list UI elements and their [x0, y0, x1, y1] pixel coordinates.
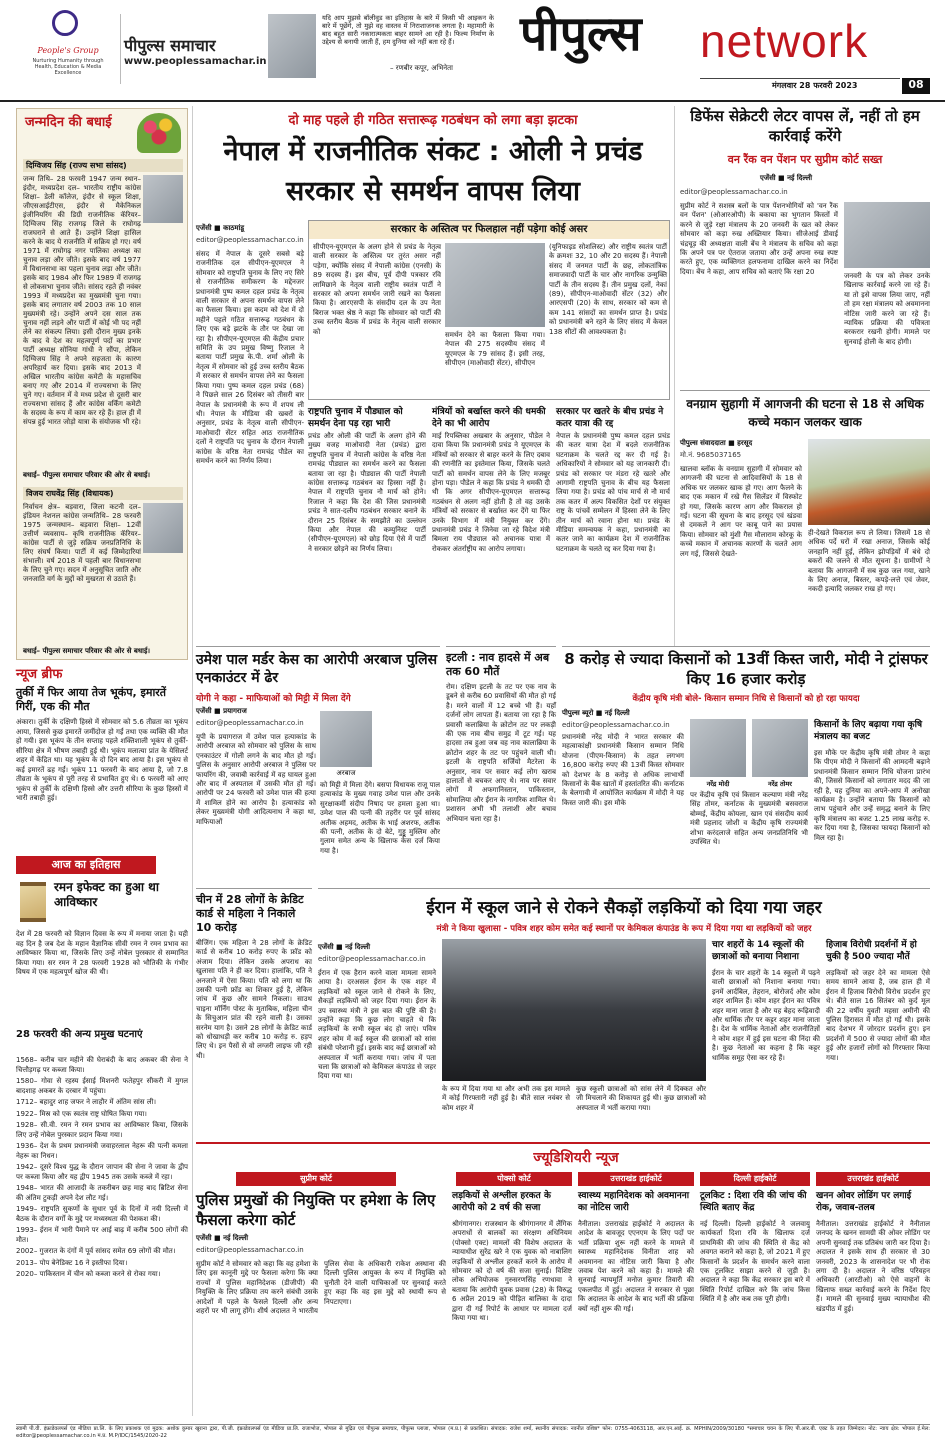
news-brief-title: तुर्की में फिर आया तेज भूकंप, इमारतें गिरीं, एक की मौत — [16, 686, 167, 713]
prachanda-photo — [445, 243, 545, 327]
p1-wish: बधाई– पीपुल्स समाचार परिवार की ओर से बधाई। — [23, 471, 151, 479]
event-item: 2020– पाकिस्तान में चीन को कब्जा करने से रोका गया। — [16, 1270, 161, 1278]
iran-side2-body: लड़कियों को जहर देने का मामला ऐसे समय सामने आया है, जब हाल ही में ईरान में हिजाब विरोधी विरोध प्रदर्शन हुए थे। बीते साल 16 सितंबर को कुर्द मूल की 22 वर्षीय युवती महसा अमीनी की पुलिस हिरासत में मौत हो गई थी। इसके बाद देशभर में जोरदार प्रदर्शन हुए। इन प्रदर्शनों में 500 से ज्यादा लोगों की मौत हुई और हजारों लोगों को गिरफ्तार किया गया। — [826, 969, 930, 1062]
modi-name: नरेंद्र मोदी — [706, 780, 730, 788]
pocso-body: श्रीगंगानगर। राजस्थान के श्रीगंगानगर में लैंगिक अपराधों से बालकों का संरक्षण अधिनियम (पोक्सो एक्ट) मामलों की विशेष अदालत के न्यायाधीश सुरेंद्र खरे ने एक युवक को नाबालिग लड़कियों से अश्लील हरकतें करने के आरोप में सोमवार को दो वर्ष की सजा सुनाई। विशिष्ट लोक अभियोजक गुरुसरणसिंह रणधावा ने बताया कि आरोपी युवक प्रवास (28) के विरुद्ध 6 अप्रैल 2019 को पीड़ित बालिका के दादा द्वारा दी गई रिपोर्ट के आधार पर मामला दर्ज किया गया था। — [452, 1220, 572, 1323]
modi-photo — [690, 719, 746, 777]
nepal-email: editor@peoplessamachar.co.in — [196, 236, 304, 244]
news-brief-body: अंकारा। तुर्की के दक्षिणी हिस्से में सोमवार को 5.6 तीव्रता का भूकंप आया, जिससे कुछ इमारतें जमींदोज हो गईं तथा एक व्यक्ति की मौत हो गयी। इस भूकंप के तीन सप्ताह पहले शक्तिशाली भूकंप से तुर्की-सीरिया क्षेत्र में भीषण तबाही हुई थी। भूकंप मलात्या प्रांत के येसिलर्ट शहर में केंद्रित था। यह भूकंप के दो दिन बाद आया है। इस भूकंप से कई इमारतें ढह गईं। भूकंप 11 फरवरी के बाद आया है, जो 7.8 तीव्रता के भूकंप से पूरी तरह से प्रभावित हुए थे। 6 फरवरी को आए भूकंप से तुर्की के दक्षिणी हिस्से और उत्तरी सीरिया के कुछ हिस्सों में भारी तबाही हुई। — [16, 718, 188, 802]
pocso-tag: पोक्सो कोर्ट — [456, 1172, 572, 1186]
iran-side1-body: ईरान के चार शहरों के 14 स्कूलों में पढ़ने वाली छात्राओं को निशाना बनाया गया। इनमें आर्दबिल, तेहरान, बोरोजर्द और कोम शहर शामिल हैं। कोम शहर ईरान का पवित्र शहर माना जाता है और यह बेहद रूढ़िवादी और धार्मिक तौर पर कट्टर शहर माना जाता है। देश के धार्मिक नेताओं और राजनीतिज्ञों ने कोम शहर में हुई इस घटना की निंदा की है। कुछ नेताओं का कहना है कि कट्टर धार्मिक समूह ऐसा कर रहे हैं। — [712, 969, 820, 1062]
fire-mobile: मो.नं. 9685037165 — [680, 451, 742, 459]
iran-side2-title: हिजाब विरोधी प्रदर्शनों में हो चुकी है 500 ज्यादा मौतें — [826, 940, 917, 962]
event-item: 1949– राष्ट्रपति सुकर्णो के सुधार पूर्व के दिनों में नयी दिल्ली में बैठक के दौरान वर्गों के मुद्दे पर मध्यस्थता की पेशकश की। — [16, 1205, 188, 1223]
p1-photo — [143, 175, 183, 223]
events-list — [16, 1056, 188, 1412]
quote-author: – रणबीर कपूर, अभिनेता — [390, 64, 453, 72]
iran-caption-right: कुछ स्कूली छात्राओं को सांस लेने में दिक्कत और जी मिचलाने की शिकायत हुई थी। कुछ छात्राओं को अस्पताल में भर्ती कराया गया। — [576, 1085, 706, 1112]
news-brief — [16, 664, 188, 852]
nepal-kicker: दो माह पहले ही गठित सत्तारूढ़ गठबंधन को लगा बड़ा झटका — [288, 113, 578, 128]
judiciary-section — [196, 1142, 930, 1420]
hourglass-icon — [20, 882, 46, 922]
kisan-story — [562, 646, 930, 884]
iran-body1: ईरान में एक हैरान करने वाला मामला सामने आया है। दरअसल ईरान के एक शहर में लड़कियों को स्कूल जाने से रोकने के लिए, सैकड़ों लड़कियों को जहर दिया गया। ईरान के उप स्वास्थ्य मंत्री ने इस बात की पुष्टि की है। उन्होंने कहा कि कुछ लोग चाहते थे कि लड़कियों के सभी स्कूल बंद हो जाएं। पवित्र शहर कोम में कई स्कूल की छात्राओं को सांस संबंधी परेशानी हुई। इसके बाद कई छात्राओं को अस्पताल में भर्ती कराया गया। जांच में पता चला कि छात्राओं को केमिकल कंपाउंड से जहर दिया गया था। — [318, 969, 436, 1081]
nepal-byline: एजेंसी ■ काठमांडू — [196, 224, 245, 232]
nepal-box — [308, 220, 670, 400]
uk2-body: नैनीताल। उत्तराखंड हाईकोर्ट ने नैनीताल जनपद के खनन सामग्री की ओवर लोडिंग पर अपनी सुनवाई तक प्रतिबंध जारी कर दिया है। अदालत ने इसके साथ ही सरकार से 30 जनवरी, 2023 के शासनादेश पर भी रोक लगा दी है। अदालत ने वरिष्ठ परिवहन अधिकारी (आरटीओ) को ऐसे वाहनों के खिलाफ सख्त कार्रवाई करने के निर्देश दिए हैं। मामले की सुनवाई मुख्य न्यायाधीश की खंडपीठ में हुई। — [816, 1220, 930, 1313]
nepal-box-body2: (यूनिफाइड सोशलिस्ट) और राष्ट्रीय स्वतंत्र पार्टी के क्रमशः 32, 10 और 20 सदस्य हैं। नेपाली संसद में जनमत पार्टी के छह, लोकतांत्रिक समाजवादी पार्टी के चार और नागरिक उन्मुक्ति पार्टी के तीन सदस्य हैं। तीन प्रमुख दलों, नेकां (89), सीपीएन-माओवादी सेंटर (32) और आरएसपी (20) के साथ, सरकार को कम से कम 141 सांसदों का समर्थन प्राप्त है। प्रचंड को प्रधानमंत्री बने रहने के लिए संसद में केवल 138 सीटों की आवश्यकता है। — [549, 243, 667, 336]
uk2-tag: उत्तराखंड हाईकोर्ट — [816, 1172, 930, 1186]
group-name: People's Group — [37, 46, 99, 55]
sc-tag: सुप्रीम कोर्ट — [236, 1172, 396, 1186]
birthday-banner: जन्मदिन की बधाई — [25, 115, 112, 130]
kisan-body1: प्रधानमंत्री नरेंद्र मोदी ने भारत सरकार की महत्वाकांक्षी प्रधानमंत्री किसान सम्मान निधि योजना (पीएम-किसान) के तहत लगभग 16,800 करोड़ रुपए की 13वीं किस्त सोमवार को देशभर के 8 करोड़ से अधिक लाभार्थी किसानों के बैंक खातों में हस्तांतरित की। कर्नाटक के बेलगावी में आयोजित कार्यक्रम में मोदी ने यह किस्त जारी की। इस मौके — [562, 733, 685, 807]
history-title: रमन इफेक्ट का हुआ था आविष्कार — [54, 880, 159, 909]
iran-subhead: मंत्री ने किया खुलासा - पवित्र शहर कोम समेत कई स्थानों पर केमिकल कंपाउंड के रूप में दिया गया था लड़कियों को जहर — [436, 924, 812, 934]
nepal-story — [196, 106, 670, 640]
event-item: 2002– गुजरात के दंगों में पूर्व सांसद समेत 69 लोगों की मौत। — [16, 1247, 176, 1255]
china-body: बीजिंग। एक महिला ने 28 लोगों के क्रेडिट कार्ड से करीब 10 करोड़ रुपए के फ्रॉड को अंजाम दिया। लेकिन उसके अपराध का खुलासा पति ने ही कर दिया। हालांकि, पति ने अनजाने में ऐसा किया। पति को लगा था कि उसकी पत्नी फ्रॉड का शिकार हुई है, लेकिन जांच में कुछ और सामने निकला। साउथ चाइना मॉर्निंग पोस्ट के मुताबिक, महिला चीन के सिचुआन प्रांत की रहने वाली है। उसका सरनेम याग है। उसने 28 लोगों के क्रेडिट कार्ड को धोखाधड़ी कर करीब 10 करोड़ रु. हड़प लिए थे। इन पैसों से वो लग्जरी लाइफ जी रही थी। — [196, 939, 312, 1060]
china-headline: चीन में 28 लोगों के क्रेडिट कार्ड से महिला ने निकाले 10 करोड़ — [196, 893, 304, 934]
masthead — [0, 0, 945, 102]
hijab-girls-photo — [442, 939, 706, 1081]
kisan-email: editor@peoplessamachar.co.in — [562, 721, 670, 729]
p2-photo — [143, 503, 183, 553]
defence-headline: डिफेंस सेक्रेटरी लेटर वापस लें, नहीं तो हम कार्रवाई करेंगे — [690, 107, 920, 145]
event-item: 1928– सी.वी. रमन ने रमन प्रभाव का आविष्कार किया, जिसके लिए उन्हें नोबेल पुरस्कार प्रदान किया गया। — [16, 1121, 188, 1139]
website[interactable]: www.peoplessamachar.in — [124, 56, 267, 67]
iran-headline: ईरान में स्कूल जाने से रोकने सैकड़ों लड़कियों को दिया गया जहर — [426, 898, 822, 918]
iran-side1-title: चार शहरों के 14 स्कूलों की छात्राओं को बनाया निशाना — [712, 940, 804, 962]
event-item: 1936– देश के प्रथम प्रधानमंत्री जवाहरलाल नेहरू की पत्नी कमला नेहरू का निधन। — [16, 1142, 188, 1160]
dl-body: नई दिल्ली। दिल्ली हाईकोर्ट ने जलवायु कार्यकर्ता दिशा रवि के खिलाफ दर्ज प्राथमिकी की जांच की स्थिति से केंद्र को अवगत कराने को कहा है, जो 2021 में हुए किसानों के प्रदर्शन के समर्थन करने वाला एक टूलकिट साझा करने से जुड़ी है। अदालत ने कहा कि केंद्र सरकार इस बारे में स्थिति रिपोर्ट दाखिल करे कि जांच किस स्थिति में है और कब तक पूरी होगी। — [700, 1220, 810, 1304]
brand-hindi: पीपुल्स — [520, 6, 642, 62]
umesh-body2: को मिट्टी में मिला देंगे। बसपा विधायक राजू पाल हत्याकांड के मुख्य गवाह उमेश पाल और उनके सुरक्षाकर्मी संदीप निषाद पर हमला हुआ था। उमेश पाल की पत्नी की तहरीर पर पूर्व सांसद अतीक अहमद, अतीक के भाई अशरफ, अतीक की पत्नी, अतीक के दो बेटे, गुड्डू मुस्लिम और गुलाम समेत अन्य के खिलाफ केस दर्ज किया गया है। — [320, 781, 440, 855]
defence-subhead: वन रैंक वन पेंशन पर सुप्रीम कोर्ट सख्त — [727, 153, 883, 166]
p2-bio: निर्वाचन क्षेत्र– बड़वारा, जिला कटनी दल– इंडियन नेशनल कांग्रेस जन्मतिथि– 28 फरवरी 1975 जन्मस्थान– बड़वारा शिक्षा– 12वीं उत्तीर्ण व्यवसाय– कृषि राजनीतिक कॅरियर– कांग्रेस पार्टी से जुड़े सक्रिय जनप्रतिनिधि के लिए संघर्ष किया। पार्टी में कई जिम्मेदारियां संभाली। वर्ष 2018 में पहली बार विधानसभा के लिए चुने गए। सदन में अनुसूचित जाति और जनजाति वर्ग के मुद्दों को मुखरता से उठाते हैं। — [23, 503, 141, 583]
brand-english: network — [700, 15, 869, 67]
history-body: देश में 28 फरवरी को विज्ञान दिवस के रूप में मनाया जाता है। यही वह दिन है जब देश के महान वैज्ञानिक सीवी रमन ने रमन प्रभाव का आविष्कार किया था, जिसके लिए उन्हें नोबेल पुरस्कार से सम्मानित किया गया। सर रमन ने 28 फरवरी 1928 को भौतिकी के गंभीर विषय में एक महत्वपूर्ण खोज की थी। — [16, 930, 188, 976]
flower-basket-icon — [137, 113, 181, 153]
kisan-byline: पीपुल्स ब्यूरो ■ नई दिल्ली — [562, 709, 630, 717]
imprint-footer: स्वामी पी.वी. इंफ्राडेवलपर्स एंड मीडिया प्रा.लि. के लिए प्रकाशक एवं मुद्रक: अशोक कुमार खुराना द्वारा, पी.जी. इंफ्राडेवलपर्स एंड मीडिया प्रा.लि. राजाभोज, भोपाल से मुद्रित एवं पीपुल्स समाचार, पीपुल्स प्लाजा, भोपाल (म.प्र.) से प्रकाशित। संपादक: राजेश शर्मा, स्थानीय संपादक: नवनीत वशिष्ठ* फोन: 0755-4063118, आर.एन.आई. क्र. MPHIN/2009/30180 *समाचार चयन के लिए पी.आर.बी. एक्ट के तहत जिम्मेदार। नोट: न्याय क्षेत्र: भोपाल ई.मेल: editor@peoplessamachar.co.in म.प्र. M.P/IDC/1545/2020-22 — [16, 1424, 930, 1442]
kisan-headline: 8 करोड़ से ज्यादा किसानों को 13वीं किस्त जारी, मोदी ने ट्रांसफर किए 16 हजार करोड़ — [564, 650, 928, 688]
defence-byline: एजेंसी ■ नई दिल्ली — [760, 174, 813, 182]
uk2-headline: खनन ओवर लोडिंग पर लगाई रोक, जवाब-तलब — [816, 1191, 912, 1213]
history-heading: आज का इतिहास — [16, 856, 156, 874]
sc-byline: एजेंसी ■ नई दिल्ली — [196, 1234, 249, 1242]
kisan-side-body: इस मौके पर केंद्रीय कृषि मंत्री तोमर ने कहा कि पीएम मोदी ने किसानों की आमदनी बढ़ाने प्रधानमंत्री किसान सम्मान निधि योजना प्रारंभ की, जिससे किसानों को लगातार मदद की जा रही है, यह दुनिया का अपने-आप में अनोखा कार्यक्रम है। उन्होंने बताया कि किसानों को लाभ पहुंचाने और उन्हें समृद्ध बनाने के लिए कृषि मंत्रालय का बजट 1.25 लाख करोड़ रु. कर दिया गया है, जिसका फायदा किसानों को मिल रहा है। — [814, 749, 930, 842]
ranbir-photo — [268, 14, 316, 78]
judiciary-heading: ज्यूडिशियरी न्यूज — [533, 1150, 619, 1166]
page-number: 08 — [902, 78, 930, 94]
event-item: 1712– बहादुर शाह जफर ने लाहौर में अंतिम सांस ली। — [16, 1098, 157, 1106]
umesh-story — [196, 646, 440, 884]
sc-body: सुप्रीम कोर्ट ने सोमवार को कहा कि वह हमेशा के लिए इस कानूनी मुद्दे पर फैसला करेगा कि क्या राज्यों में पुलिस महानिदेशक (डीजीपी) की नियुक्ति के लिए प्रक्रिया तय करने संबंधी उसके आदेशों में पहले के फैसले दिल्ली और अन्य शहरों पर भी लागू होंगे। शीर्ष अदालत ने भारतीय पुलिस सेवा के अधिकारी राकेश अस्थाना की दिल्ली पुलिस आयुक्त के रूप में नियुक्ति को चुनौती देने वाली याचिकाओं पर सुनवाई करते हुए कहा कि वह इस मुद्दे को स्थायी रूप से निपटाएगा। — [196, 1260, 446, 1316]
event-item: 1922– मिस्र को एक स्वतंत्र राष्ट्र घोषित किया गया। — [16, 1109, 147, 1118]
china-story — [196, 888, 312, 1138]
umesh-subhead: योगी ने कहा - माफियाओं को मिट्टी में मिला देंगे — [196, 694, 351, 704]
pocso-headline: लड़कियों से अश्लील हरकत के आरोपी को 2 वर्ष की सजा — [452, 1191, 551, 1213]
defence-body: सुप्रीम कोर्ट ने सशस्त्र बलों के पात्र पेंशनभोगियों को 'वन रैंक वन पेंशन' (ओआरओपी) के बकाया का भुगतान किस्तों में करने से जुड़े रक्षा मंत्रालय के 20 जनवरी के खत को लेकर सोमवार को कड़ा रुख अख्तियार किया। सीजेआई डीवाई चंद्रचूड़ की अध्यक्षता वाली बेंच ने मंत्रालय के सचिव को कहा कि अपने पत्र पर ऐतराज जताया और उन्हें अपना रुख स्पष्ट करते हुए, एक व्यक्तिगत हलफनामा दाखिल करने का निर्देश दिया। बेंच ने कहा, आप सचिव को बताएं कि रक्षा 20 — [680, 202, 838, 276]
iran-story — [318, 888, 930, 1138]
defence-caption: जनवरी के पत्र को लेकर उनके खिलाफ कार्रवाई करने जा रहे हैं। या तो इसे वापस लिया जाए, नहीं तो हम रक्षा मंत्रालय को अवमानना नोटिस जारी करने जा रहे हैं। न्यायिक प्रक्रिया की पवित्रता बरकरार रखनी होगी। मामले पर सुनवाई होली के बाद होगी। — [844, 272, 930, 346]
nepal-sub3-title: सरकार पर खतरे के बीच प्रचंड ने कतर यात्रा की रद्द — [556, 407, 664, 429]
fire-body: खालवा ब्लॉक के वनग्राम सुहागी में सोमवार को आगजनी की घटना से आदिवासियों के 18 से अधिक घर जलकर खाक हो गए। आग फैलने के बाद एक मकान में रखे गैस सिलेंडर में विस्फोट हो गया, जिसके कारण आग और विकराल हो गई। घटना की सूचना के बाद हरसूद एवं खंडवा से दमकलें ने आग पर काबू पाने का प्रयास किया। सोमवार को मुंशी गैस मौलाराम कोरकू के कच्चे मकान में अचानक कारणों के चलते आग लग गई, जिससे देखते- — [680, 465, 802, 558]
uk-headline: स्वास्थ्य महानिदेशक को अवमानना का नोटिस जारी — [578, 1191, 690, 1213]
sc-email: editor@peoplessamachar.co.in — [196, 1246, 304, 1254]
events-title: 28 फरवरी की अन्य प्रमुख घटनाएं — [16, 1029, 143, 1040]
uk-body: नैनीताल। उत्तराखंड हाईकोर्ट ने अदालत के आदेश के बावजूद एएनएम के लिए पदों पर भर्ती प्रक्रिया शुरू नहीं करने के मामले में स्वास्थ्य महानिदेशक विनीता शाह को अवमानना का नोटिस जारी किया है और जवाब पेश करने को कहा है। मामले की सुनवाई न्यायमूर्ति मनोज कुमार तिवारी की एकलपीठ में हुई। अदालत ने सरकार से पूछा कि अदालत के आदेश के बाद भर्ती की प्रक्रिया क्यों नहीं शुरू की गई। — [578, 1220, 694, 1313]
defence-story — [680, 106, 930, 388]
p2-wish: बधाई– पीपुल्स समाचार परिवार की ओर से बधाई। — [23, 647, 151, 655]
p2-name: विजय राघवेंद्र सिंह (विधायक) — [23, 487, 183, 500]
tomar-name: नरेंद्र तोमर — [768, 780, 792, 788]
nepal-sub2-body: माई रिपब्लिका अखबार के अनुसार, पौडेल ने दावा किया कि प्रधानमंत्री प्रचंड ने यूएमएल के मंत्रियों को सरकार से बाहर करने के लिए दबाव की रणनीति का इस्तेमाल किया, जिसके चलते पार्टी को समर्थन वापस लेने के लिए मजबूर होना पड़ा। पौडेल ने कहा कि प्रचंड ने धमकी दी थी कि अगर सीपीएन-यूएमएल सत्तारूढ़ गठबंधन से अलग नहीं होती है तो वह उसके मंत्रियों को सरकार से बर्खास्त कर देंगे या फिर उनके विभाग में मंत्री नियुक्त कर देंगे। प्रधानमंत्री प्रचंड ने जिनेवा जा रहे विदेश मंत्री बिमला राय पौड्याल को अचानक यात्रा में रोककर अंतर्राष्ट्रीय का आरोप लगाया। — [432, 432, 550, 553]
umesh-email: editor@peoplessamachar.co.in — [196, 719, 304, 727]
umesh-body1: यूपी के प्रयागराज में उमेश पाल हत्याकांड के आरोपी अरबाज को सोमवार को पुलिस के साथ एनकाउंटर में गोली लगने के बाद मौत हो गई। पुलिस के अनुसार आरोपी अरबाज ने पुलिस पर फायरिंग की, जवाबी कार्रवाई में वह घायल हुआ और बाद में अस्पताल में उसकी मौत हो गई। आरोपी पर 24 फरवरी को उमेश पाल की हत्या में शामिल होने का आरोप है। हत्याकांड को लेकर मुख्यमंत्री योगी आदित्यनाथ ने कहा था, माफियाओं — [196, 733, 316, 826]
news-brief-heading: न्यूज ब्रीफ — [16, 667, 63, 682]
fire-photo — [808, 439, 930, 525]
event-item: 1993– ईरान में भारी पैमाने पर आई बाढ़ में करीब 500 लोगों की मौत। — [16, 1226, 188, 1244]
history-section — [16, 856, 188, 1416]
event-item: 1568– करीब चार महीने की घेराबंदी के बाद अकबर की सेना ने चित्तौड़गढ़ पर कब्जा किया। — [16, 1056, 188, 1074]
dl-headline: टूलकिट : दिशा रवि की जांच की स्थिति बताए केंद्र — [700, 1191, 807, 1213]
fire-byline: पीपुल्स संवाददाता ■ हरसूद — [680, 439, 753, 447]
issue-date: मंगलवार 28 फरवरी 2023 — [772, 81, 858, 90]
italy-headline: इटली : नाव हादसे में अब तक 60 मौतें — [446, 651, 550, 678]
nepal-headline: नेपाल में राजनीतिक संकट : ओली ने प्रचंड सरकार से समर्थन वापस लिया — [223, 136, 643, 207]
defence-email: editor@peoplessamachar.co.in — [680, 188, 788, 196]
nepal-sub1-title: राष्ट्रपति चुनाव में पौड्याल को समर्थन देना पड़ रहा भारी — [308, 407, 403, 429]
birthday-section — [16, 108, 188, 660]
nepal-box-title: सरकार के अस्तित्व पर फिलहाल नहीं पड़ेगा कोई असर — [309, 221, 669, 239]
sc-headline: पुलिस प्रमुखों की नियुक्ति पर हमेशा के लिए फैसला करेगा कोर्ट — [196, 1191, 436, 1229]
nepal-sub2-title: मंत्रियों को बर्खास्त करने की धमकी देने का भी आरोप — [432, 407, 546, 429]
umesh-byline: एजेंसी ■ प्रयागराज — [196, 707, 247, 715]
event-item: 1580– गोवा से रहस्य ईसाई मिशनरी फतेहपुर सीकरी में मुगल बादशाह अकबर के दरबार में पहुंचा। — [16, 1077, 188, 1095]
p1-bio: जन्म तिथि– 28 फरवरी 1947 जन्म स्थान– इंदौर, मध्यप्रदेश दल– भारतीय राष्ट्रीय कांग्रेस शिक्षा– डेली कॉलेज, इंदौर से स्कूल शिक्षा, जीएसआईटीएस, इंदौर से मैकेनिकल इंजीनियरिंग की डिग्री राजनीतिक कॅरियर– दिग्विजय सिंह राजगढ़ जिले के राघोगढ़ राजघराने से आते हैं। उन्होंने शिक्षा हासिल करने के बाद ये राजनीति में सक्रिय हो गए। वर्ष 1971 में राघोगढ़ नगर पालिका अध्यक्ष का चुनाव लड़ा और जीते। इसके बाद वर्ष 1977 में विधानसभा का पहला चुनाव लड़ा और जीते। इसके बाद 1984 और फिर 1989 में राजगढ़ से लोकसभा चुनाव जीते। सांसद रहते ही नवंबर 1993 में मध्यप्रदेश का मुख्यमंत्री चुना गया। इसके बाद लगातार वर्ष 2003 तक 10 साल मुख्यमंत्री रहे। उन्होंने अपने दस साल तक चुनाव नहीं लड़ने और पार्टी में कोई भी पद नहीं लेने का संकल्प लिया। इसी दौरान मुख्य इनके के बाद वे देश का महत्वपूर्ण पदों का प्रभार पार्टी अध्यक्ष सोनिया गांधी ने सौंपा, लेकिन दिग्विजय सिंह ने अपने सहजता के कारण अपरिहार्य कर दिया। इसके बाद 2013 में अखिल भारतीय कांग्रेस कमेटी के महासचिव बनाए गए और 2014 में राज्यसभा के लिए चुने गए। वर्तमान में वे मध्य प्रदेश से दूसरी बार राज्यसभा सांसद हैं और कांग्रेस वर्किंग कमेटी के सदस्य के रूप में काम कर रहे हैं। हाल ही में संपन्न हुई भारत जोड़ो यात्रा के संयोजक भी रहे। — [23, 175, 141, 426]
kisan-subhead: केंद्रीय कृषि मंत्री बोले- किसान सम्मान निधि से किसानों को हो रहा फायदा — [632, 694, 860, 704]
kisan-side-title: किसानों के लिए बढ़ाया गया कृषि मंत्रालय का बजट — [814, 720, 923, 742]
fire-headline: वनग्राम सुहागी में आगजनी की घटना से 18 से अधिक कच्चे मकान जलकर खाक — [686, 397, 924, 429]
event-item: 1948– भारत की आजादी के तकरीबन छह माह बाद ब्रिटिश सेना की अंतिम टुकड़ी अपने देश लौट गई। — [16, 1184, 188, 1202]
nepal-sub3-body: नेपाल के प्रधानमंत्री पुष्प कमल दहल प्रचंड की कतर यात्रा देश में बदले राजनीतिक घटनाक्रम के चलते रद्द कर दी गई है। अधिकारियों ने सोमवार को यह जानकारी दी। प्रचंड को सरकार पर मंडरा रहे खतरे और आगामी राष्ट्रपति चुनाव के बीच यह फैसला लिया गया है। प्रचंड को पांच मार्च से नौ मार्च तक कतर में अल्प विकसित देशों पर संयुक्त राष्ट्र के पांचवें सम्मेलन में हिस्सा लेने के लिए तीन मार्च को रवाना होना था। प्रचंड के मीडिया समन्वयक ने कहा, प्रधानमंत्री का कतर जाने का कार्यक्रम देश में राजनीतिक घटनाक्रम के चलते रद्द कर दिया गया है। — [556, 432, 670, 553]
fire-story — [680, 390, 930, 644]
fire-body2: ही-देखते विकराल रूप ले लिया। जिसमें 18 से अधिक पर्दे घरों में रखा अनाज, जिसके कोई जनहानि नहीं हुई, लेकिन झोपड़ियों में बंधे दो बकरों की जलने से मौत सूचना है। ग्रामीणों ने बताया कि आगजनी में सब कुछ जल गया, खाने के लिए अनाज, बिस्तर, कपड़े-लत्ते एवं जेवर, नकदी इत्यादि जलकर राख हो गए। — [808, 529, 930, 594]
event-item: 2013– पोप बेनेडिक्ट 16 ने इस्तीफा दिया। — [16, 1258, 128, 1267]
tomar-photo — [752, 719, 808, 777]
umesh-headline: उमेश पाल मर्डर केस का आरोपी अरबाज पुलिस एनकाउंटर में ढेर — [196, 652, 438, 686]
paper-logo: पीपुल्स समाचार — [124, 36, 216, 55]
p1-name: दिग्विजय सिंह (राज्य सभा सांसद) — [23, 159, 183, 172]
supreme-court-photo — [844, 202, 930, 268]
arbaz-label: अरबाज — [336, 769, 356, 777]
nepal-box-body1: सीपीएन-यूएमएल के अलग होने से प्रचंड के नेतृत्व वाली सरकार के अस्तित्व पर तुरंत असर नहीं पड़ेगा, क्योंकि संसद में नेपाली कांग्रेस (एनसी) के 89 सदस्य हैं। इस बीच, पूर्व दीपी पत्रकार रवि लामिछाने के नेतृत्व वाली राष्ट्रीय स्वतंत्र पार्टी ने सरकार को अपना समर्थन जारी रखने का फैसला किया है। आरएसपी के संसदीय दल के उप नेता बिराज भक्त श्रेष्ठ ने कहा कि सोमवार को पार्टी की उच्च स्तरीय बैठक में प्रचंड के नेतृत्व वाली सरकार को — [313, 243, 441, 336]
iran-byline: एजेंसी ■ नई दिल्ली — [318, 943, 371, 951]
event-item: 1942– दूसरे विश्व युद्ध के दौरान जापान की सेना ने जावा के द्वीप पर कब्जा किया और यह द्वीप 1945 तक उसके कब्जे में रहा। — [16, 1163, 188, 1181]
italy-story — [446, 646, 556, 884]
nepal-photo-caption: समर्थन देने का फैसला किया गया। नेपाल की 275 सदस्यीय संसद में यूएमएल के 79 सांसद हैं। इसी तरह, सीपीएन (माओवादी सेंटर), सीपीएन — [445, 331, 545, 368]
quote-text: यदि आप मुझसे बॉलीवुड का इतिहास के बारे में किसी भी आइकन के बारे में पूछेंगे, तो मुझे वह वास्तव में निराशाजनक लगता है। महामारी के बाद बहुत सारी नकारात्मकता बाहर सामने आ रही है। फिल्म निर्माण के उद्देश्य से बनायी जाती हैं, हम दुनिया को नहीं बता रहे हैं। — [322, 14, 494, 46]
group-tagline: Nurturing Humanity through Health, Education & Media Excellence — [32, 58, 104, 76]
dl-tag: दिल्ली हाईकोर्ट — [700, 1172, 810, 1186]
group-logo — [52, 10, 78, 36]
iran-caption-left: के रूप में दिया गया था और अभी तक इस मामले में कोई गिरफ्तारी नहीं हुई है। बीते साल नवंबर से कोम शहर में — [442, 1085, 570, 1112]
uk-tag: उत्तराखंड हाईकोर्ट — [578, 1172, 694, 1186]
italy-body: रोम। दक्षिण इटली के तट पर एक नाव के डूबने से करीब 60 प्रवासियों की मौत हो गई है। मरने वालों में 12 बच्चे भी हैं। यहाँ दर्जनों लोग लापता हैं। बताया जा रहा है कि प्रवासी कलाब्रिया के क्रोटोन तट पर लकड़ी की एक नाव बीच समुद्र में टूट गई। यह हादसा तब हुआ जब वह नाव कालाब्रिया के क्रोटोन शहर के तट पर पहुंचने वाली थी। इटली के राष्ट्रपति सर्जियो मैटरेला के अनुसार, नाव पर सवार कई लोग खराब हालातों से बचकर आए थे। नाव पर सवार लोगों में अफगानिस्तान, पाकिस्तान, सोमालिया और ईरान के नागरिक शामिल थे। प्रशासन अभी भी तलाशी और बचाव अभियान चला रहा है। — [446, 683, 556, 823]
kisan-body2: पर केंद्रीय कृषि एवं किसान कल्याण मंत्री नरेंद्र सिंह तोमर, कर्नाटक के मुख्यमंत्री बसवराज बोम्मई, केंद्रीय कोयला, खान एवं संसदीय कार्य मंत्री प्रहलाद जोशी व केंद्रीय कृषि राज्यमंत्री शोभा करंदलाजे सहित अन्य जनप्रतिनिधि भी उपस्थित थे। — [690, 791, 808, 847]
iran-email: editor@peoplessamachar.co.in — [318, 955, 426, 963]
nepal-sub1-body: प्रचंड और ओली की पार्टी के अलग होने की मुख्य वजह माओवादी नेता (प्रचंड) द्वारा राष्ट्रपति चुनाव में नेपाली कांग्रेस के वरिष्ठ नेता रामचंद्र पौड्याल का समर्थन करने का फैसला बताया जा रहा है। पौड्याल की पार्टी नेपाली कांग्रेस सत्तारूढ़ गठबंधन का हिस्सा नहीं है। नेपाल में राष्ट्रपति चुनाव नौ मार्च को होने। रिजाल ने कहा कि देश की जिस प्रधानमंत्री प्रचंड ने सात-दलीय गठबंधन सरकार बनाने के दौरान 25 दिसंबर के समझौते का उल्लंघन किया और नेपाल की कम्युनिस्ट पार्टी (सीपीएन-यूएमएल) को छोड़ दिया ऐसे में पार्टी ने सरकार छोड़ने का निर्णय लिया। — [308, 432, 426, 553]
nepal-body: संसद में नेपाल के दूसरे सबसे बड़े राजनीतिक दल सीपीएन-यूएमएल ने सोमवार को राष्ट्रपति चुनाव के लिए नए सिरे से राजनीतिक समीकरण के मद्देनजर प्रधानमंत्री पुष्प कमल दहल प्रचंड के नेतृत्व वाली सरकार से अपना समर्थन वापस लेने का फैसला किया। इस कदम को देश में दो महीने पहले गठित सत्तारूढ़ गठबंधन के लिए एक बड़े झटके के तौर पर देखा जा रहा है। सीपीएन-यूएमएल की केंद्रीय प्रचार समिति के उप प्रमुख विष्णु रिजाल ने बताया पार्टी प्रमुख के.पी. शर्मा ओली के नेतृत्व में सोमवार को हुई उच्च स्तरीय बैठक में सरकार से समर्थन वापस लेने का फैसला किया गया। पुष्प कमल दहल प्रचंड (68) ने पिछले साल 26 दिसंबर को तीसरी बार नेपाल के प्रधानमंत्री के रूप में शपथ ली थी। नेपाल के मीडिया की खबरों के अनुसार, प्रचंड के नेतृत्व वाली सीपीएन-माओवादी सेंटर सहित आठ राजनीतिक दलों ने राष्ट्रपति पद चुनाव के दौरान नेपाली कांग्रेस के वरिष्ठ नेता रामचंद्र पौडेल का समर्थन करने का निर्णय लिया। — [196, 250, 304, 465]
arbaz-photo — [320, 711, 372, 767]
